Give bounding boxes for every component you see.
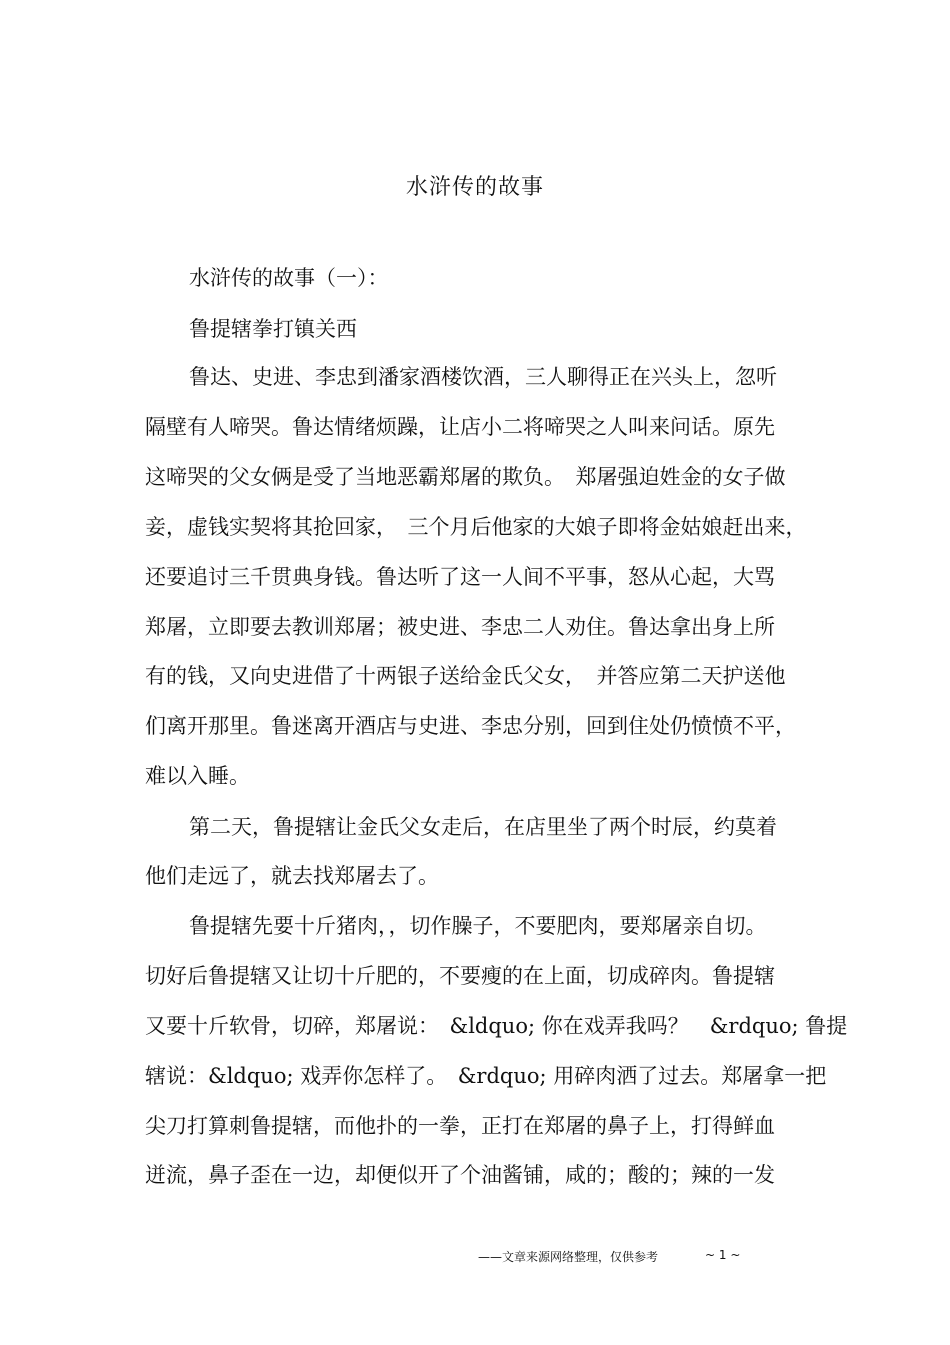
document-subtitle: 水浒传的故事（一）： [189, 266, 389, 290]
page-number: ~ 1 ~ [705, 1248, 741, 1262]
document-title: 水浒传的故事 [405, 175, 544, 200]
text-line: 他们走远了，就去找郑屠去了。 [145, 864, 439, 888]
text-line: 们离开那里。鲁迷离开酒店与史进、李忠分别，回到住处仍愤愤不平， [145, 714, 796, 738]
text-line: 这啼哭的父女俩是受了当地恶霸郑屠的欺负。 郑屠强迫姓金的女子做 [145, 465, 786, 489]
text-line: 尖刀打算刺鲁提辖，而他扑的一拳，正打在郑屠的鼻子上，打得鲜血 [145, 1114, 775, 1138]
text-line: 辖说：&ldquo; 戏弄你怎样了。 &rdquo; 用碎肉洒了过去。郑屠拿一把 [145, 1064, 827, 1088]
text-line: 妾，虚钱实契将其抢回家， 三个月后他家的大娘子即将金姑娘赶出来， [145, 515, 807, 539]
footer-source-note: ——文章来源网络整理，仅供参考 [478, 1250, 659, 1264]
text-line: 迸流，鼻子歪在一边，却便似开了个油酱铺，咸的；酸的；辣的一发 [145, 1163, 775, 1187]
section-heading: 鲁提辖拳打镇关西 [189, 317, 357, 341]
text-line: 鲁达、史进、李忠到潘家酒楼饮酒，三人聊得正在兴头上，忽听 [189, 365, 777, 389]
text-line: 还要追讨三千贯典身钱。鲁达听了这一人间不平事，怒从心起，大骂 [145, 565, 775, 589]
text-line: 难以入睡。 [145, 764, 250, 788]
text-line: 郑屠，立即要去教训郑屠；被史进、李忠二人劝住。鲁达拿出身上所 [145, 615, 775, 639]
text-line: 切好后鲁提辖又让切十斤肥的，不要瘦的在上面，切成碎肉。鲁提辖 [145, 964, 775, 988]
text-line: 又要十斤软骨，切碎，郑屠说： &ldquo; 你在戏弄我吗？ &rdquo; 鲁提 [145, 1014, 848, 1038]
text-line: 鲁提辖先要十斤猪肉，，切作臊子，不要肥肉，要郑屠亲自切。 [189, 914, 767, 938]
text-line: 第二天，鲁提辖让金氏父女走后，在店里坐了两个时辰，约莫着 [189, 815, 777, 839]
text-line: 隔壁有人啼哭。鲁达情绪烦躁，让店小二将啼哭之人叫来问话。原先 [145, 415, 775, 439]
text-line: 有的钱，又向史进借了十两银子送给金氏父女， 并答应第二天护送他 [145, 664, 786, 688]
